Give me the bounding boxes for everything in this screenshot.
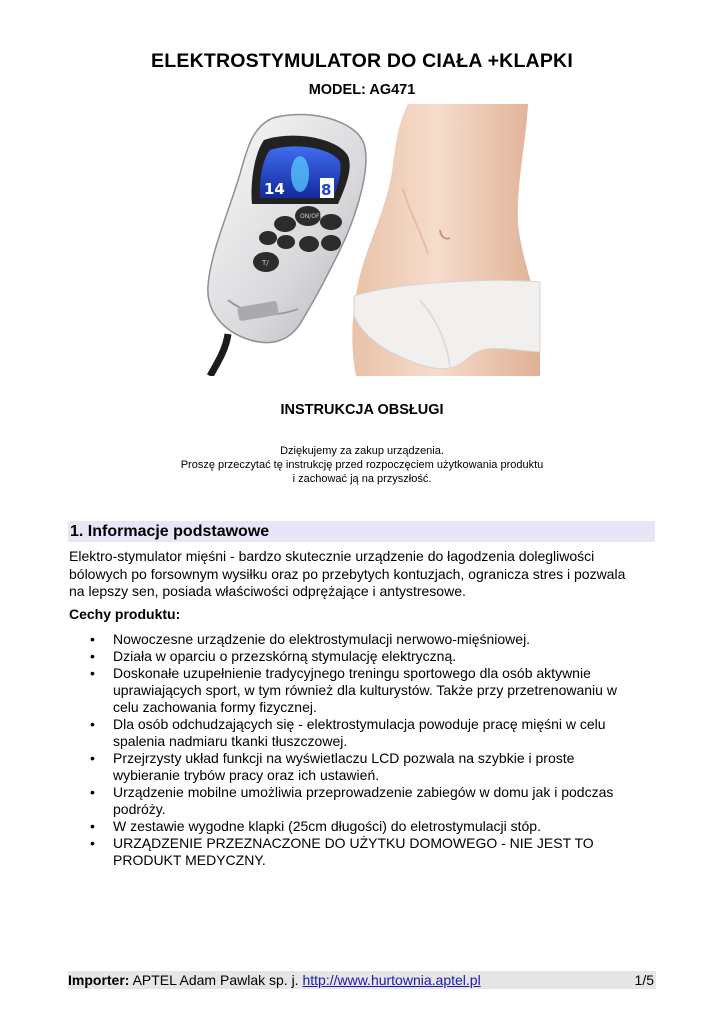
- list-item: [89, 835, 649, 869]
- bullet: •: [90, 818, 95, 834]
- page-number: 1/5: [634, 972, 654, 988]
- list-item-text: wybieranie trybów pracy oraz ich ustawień.: [113, 767, 380, 783]
- lcd-left-digits: 14: [264, 180, 285, 198]
- importer-name: APTEL Adam Pawlak sp. j.: [129, 972, 303, 988]
- list-item: [89, 631, 649, 648]
- intro-line: Elektro-stymulator mięśni - bardzo skutecznie urządzenie do łagodzenia dolegliwości: [69, 548, 595, 564]
- list-item: [89, 665, 649, 716]
- list-item-text: Przejrzysty układ funkcji na wyświetlaczu LCD pozwala na szybkie i proste: [113, 750, 575, 766]
- intro-line: bólowych po forsownym wysiłku oraz po przebytych kontuzjach, ogranicza stres i pozwala: [69, 565, 626, 582]
- intro-line: na lepszy sen, posiada właściwości odprężające i antystresowe.: [69, 583, 466, 599]
- on-off-label: ON/OFF: [300, 213, 323, 220]
- product-photo: [188, 104, 543, 376]
- mode-button[interactable]: [299, 236, 319, 252]
- bullet: •: [90, 750, 95, 766]
- bullet: •: [90, 631, 95, 647]
- page-footer: [68, 971, 656, 989]
- lcd-right-digit: 8: [321, 181, 332, 199]
- list-item-text: URZĄDZENIE PRZEZNACZONE DO UŻYTKU DOMOWEGO - NIE JEST TO: [113, 835, 594, 851]
- thanks-line: i zachować ją na przyszłość.: [292, 473, 432, 485]
- m-button[interactable]: [277, 235, 295, 249]
- importer-website-link[interactable]: http://www.hurtownia.aptel.pl: [302, 972, 481, 988]
- bullet: •: [90, 716, 95, 732]
- manual-title: INSTRUKCJA OBSŁUGI: [280, 402, 444, 418]
- bullet: •: [90, 665, 95, 681]
- section-heading: 1. Informacje podstawowe: [68, 521, 655, 542]
- list-item-text: PRODUKT MEDYCZNY.: [113, 852, 266, 868]
- strength-button[interactable]: [321, 235, 341, 251]
- list-item: [89, 750, 649, 784]
- features-heading: Cechy produktu:: [69, 606, 181, 622]
- intro-paragraph: [69, 548, 657, 601]
- timer-label: T/: [262, 259, 269, 267]
- mode-left-button[interactable]: [274, 216, 296, 232]
- thanks-line: Proszę przeczytać tę instrukcję przed rozpoczęciem użytkowania produktu: [180, 459, 544, 471]
- list-item-text: Nowoczesne urządzenie do elektrostymulacji nerwowo-mięśniowej.: [113, 631, 531, 647]
- list-item-text: uprawiających sport, w tym również dla kulturystów. Także przy przetrenowaniu w: [113, 682, 617, 698]
- bullet: •: [90, 835, 95, 851]
- list-item-text: Urządzenie mobilne umożliwia przeprowadzenie zabiegów w domu jak i podczas: [113, 784, 614, 800]
- product-photo-illustration: [188, 104, 543, 376]
- thanks-note: [0, 444, 724, 486]
- model-number: MODEL: AG471: [308, 82, 416, 98]
- torso-figure: [352, 104, 540, 376]
- list-item: [89, 818, 649, 835]
- stimulator-device: [208, 114, 366, 342]
- list-item-text: celu zachowania formy fizycznej.: [113, 699, 317, 715]
- list-item-text: Doskonałe uzupełnienie tradycyjnego treningu sportowego dla osób aktywnie: [113, 665, 591, 681]
- list-item-text: spalenia nadmiaru tkanki tłuszczowej.: [113, 733, 348, 749]
- list-item: [89, 784, 649, 818]
- list-item-text: Dla osób odchudzających się - elektrostymulacja powoduje pracę mięśni w celu: [113, 716, 606, 732]
- list-item: [89, 648, 649, 665]
- list-item-text: podróży.: [113, 801, 166, 817]
- bullet: •: [90, 784, 95, 800]
- importer-label: Importer:: [68, 972, 130, 988]
- list-item-text: Działa w oparciu o przezskórną stymulację elektryczną.: [113, 648, 457, 664]
- tp-button[interactable]: [259, 231, 277, 245]
- list-item: [89, 716, 649, 750]
- bullet: •: [90, 648, 95, 664]
- device-cable: [210, 334, 228, 376]
- mode-right-button[interactable]: [320, 214, 342, 230]
- features-list: [89, 631, 649, 869]
- thanks-line: Dziękujemy za zakup urządzenia.: [280, 445, 444, 457]
- list-item-text: W zestawie wygodne klapki (25cm długości) do eletrostymulacji stóp.: [113, 818, 541, 834]
- document-title: ELEKTROSTYMULATOR DO CIAŁA +KLAPKI: [151, 50, 573, 72]
